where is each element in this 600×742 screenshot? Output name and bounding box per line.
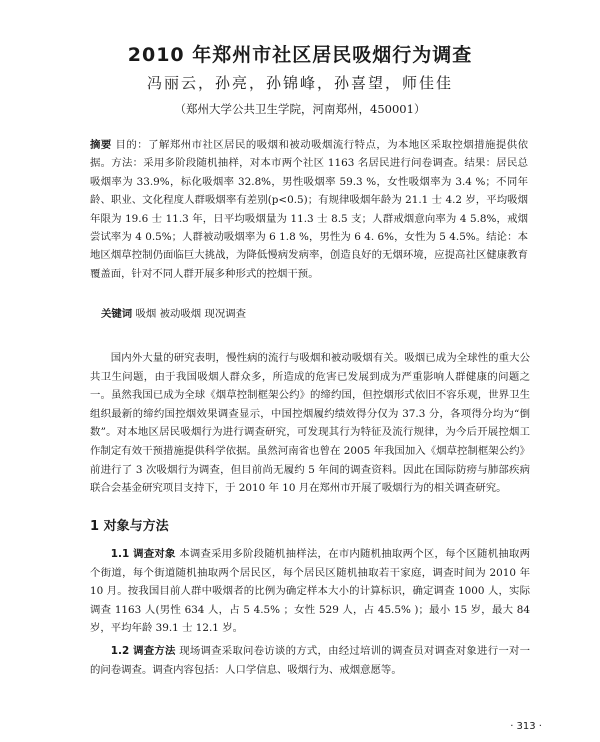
abstract-text: 目的：了解郑州市社区居民的吸烟和被动吸烟流行特点，为本地区采取控烟措施提供依据。方法：采用多阶段随机抽样，对本市两个社区 1163 名居民进行问卷调查。结果：居民总吸烟率为 33.9%，标化吸烟率 32.8%，男性吸烟率 59.3 %，女性吸烟率为 3.4 %；不同年龄、职业、文化程度人群吸烟率有差别(p<0.5)；有规律吸烟年龄为 21.1 士 4.2 岁，平均吸烟年限为 19.6 士 11.3 年，日平均吸烟量为 11.3 士 8.5 支；人群戒烟意向率为 4 5.8%，戒烟尝试率为 4 0.5%；人群被动吸烟率为 6 1.8 %，男性为 6 4. 6%，女性为 5 4.5%。结论：本地区烟草控制仍面临巨大挑战，为降低慢病发病率，创造良好的无烟环境，应提高社区健康教育覆盖面，针对不同人群开展多种形式的控烟干预。 bbox=[90, 139, 528, 280]
subsection-1-1-label: 1.1 调查对象 bbox=[110, 548, 176, 560]
section-heading: 1 对象与方法 bbox=[90, 519, 169, 534]
subsection-1-2 bbox=[90, 642, 530, 679]
subsection-1-2-label: 1.2 调查方法 bbox=[110, 645, 176, 657]
abstract-label: 摘要 bbox=[90, 139, 112, 151]
subsection-1-2-text: 现场调查采取问卷访谈的方式，由经过培训的调查员对调查对象进行一对一的问卷调查。调查内容包括：人口学信息、吸烟行为、戒烟意愿等。 bbox=[90, 645, 530, 676]
abstract-block bbox=[90, 136, 528, 283]
intro-paragraph: 国内外大量的研究表明，慢性病的流行与吸烟和被动吸烟有关。吸烟已成为全球性的重大公共卫生问题，由于我国吸烟人群众多，所造成的危害已发展到成为严重影响人群健康的问题之一。虽然我国已成为全球《烟草控制框架公约》的缔约国，但控烟形式依旧不容乐观，世界卫生组织最新的缔约国控烟效果调查显示，中国控烟履约绩效得分仅为 37.3 分，各项得分均为“倒数”。对本地区居民吸烟行为进行调查研究，可发现其行为特征及流行规律，为今后开展控烟工作制定有效干预措施提供科学依据。虽然河南省也曾在 2005 年我国加入《烟草控制框架公约》前进行了 3 次吸烟行为调查，但目前尚无履约 5 年间的调查资料。因此在国际防痨与肺部疾病联合会基金研究项目支持下，于 2010 年 10 月在郑州市开展了吸烟行为的相关调查研究。 bbox=[90, 352, 530, 495]
author-list: 冯丽云，孙亮，孙锦峰，孙喜望，师佳佳 bbox=[146, 74, 453, 92]
subsection-1-1-text: 本调查采用多阶段随机抽样法，在市内随机抽取两个区，每个区随机抽取两个街道，每个街道随机抽取两个居民区，每个居民区随机抽取若干家庭，调查时间为 2010 年 10 月。按我国目前人群中吸烟者的比例为确定样本大小的计算标识，确定调查 1000 人，实际调查 1163 人(男性 634 人，占 5 4.5% ；女性 529 人，占 45.5% )；最小 15 岁，最大 84 岁，平均年龄 39.1 士 12.1 岁。 bbox=[90, 548, 530, 635]
subsection-1-1 bbox=[90, 545, 530, 638]
keywords-text: 吸烟 被动吸烟 现况调查 bbox=[135, 308, 246, 320]
keywords-block bbox=[101, 305, 521, 323]
keywords-label: 关键词 bbox=[101, 308, 133, 320]
affiliation: （郑州大学公共卫生学院，河南郑州，450001） bbox=[174, 102, 426, 116]
paper-title: 2010 年郑州市社区居民吸烟行为调查 bbox=[127, 44, 473, 66]
page-number: · 313 · bbox=[510, 721, 542, 732]
